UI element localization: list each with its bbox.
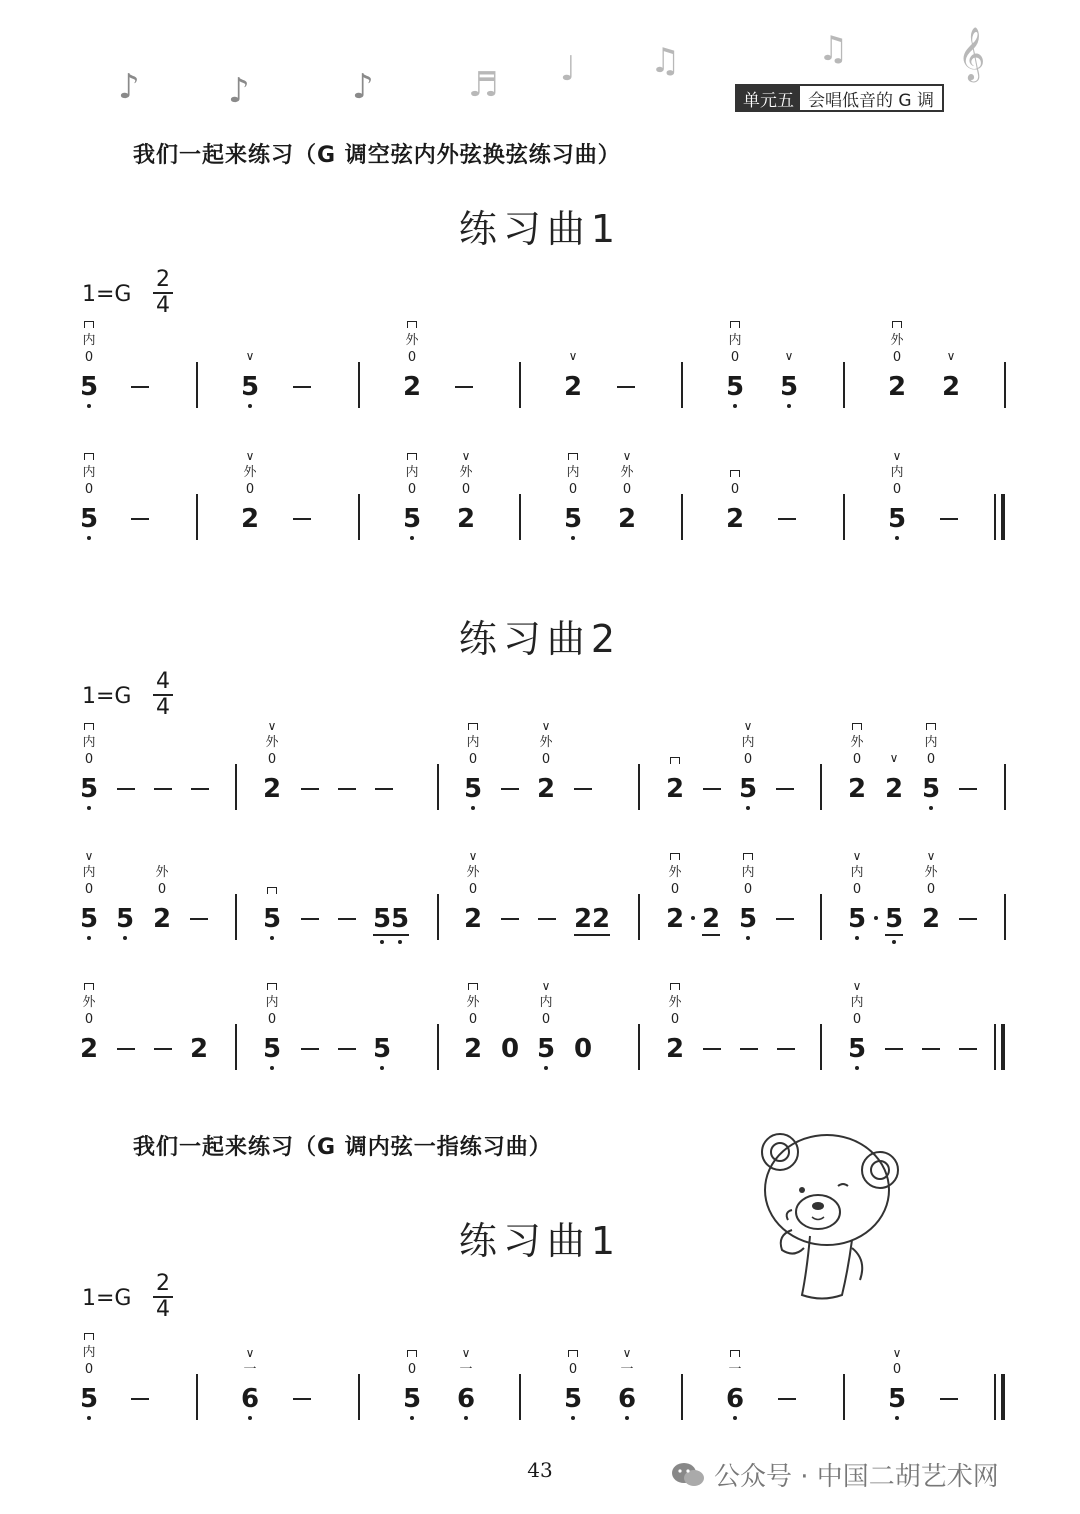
note: 6 [617, 1384, 637, 1414]
note: 0 [573, 1034, 593, 1064]
note: 5 [390, 904, 410, 934]
note: 6 [240, 1384, 260, 1414]
etude-title: 练习曲2 [458, 617, 622, 661]
note: 5 [79, 372, 99, 402]
note: 2 [262, 774, 282, 804]
string-mark: 外 [668, 865, 682, 880]
fingering-mark: 0 [267, 1012, 277, 1027]
string-mark: 内 [850, 865, 864, 880]
watermark-text: 公众号 · 中国二胡艺术网 [714, 1462, 999, 1492]
note: 5 [372, 1034, 392, 1064]
fingering-mark: 0 [157, 882, 167, 897]
note: 2 [79, 1034, 99, 1064]
eighth-note-icon: ♪ [228, 71, 250, 111]
note: 5 [921, 774, 941, 804]
sixteenth-note-icon: ♬ [468, 65, 499, 105]
string-mark: 内 [539, 995, 553, 1010]
string-mark: 外 [850, 735, 864, 750]
ts-numerator: 2 [156, 267, 170, 292]
fingering-mark: 0 [84, 1012, 94, 1027]
note: 5 [79, 904, 99, 934]
string-mark: 外 [82, 995, 96, 1010]
note: 5 [563, 1384, 583, 1414]
fingering-mark: 一 [620, 1362, 634, 1377]
page-number: 43 [527, 1458, 553, 1482]
key-signature: 1=G [82, 684, 132, 709]
fingering-mark: 0 [84, 1362, 94, 1377]
ts-numerator: 2 [156, 1271, 170, 1296]
ts-denominator: 4 [156, 1297, 170, 1322]
fingering-mark: 0 [407, 1362, 417, 1377]
wechat-icon [670, 1461, 706, 1489]
string-mark: 外 [405, 333, 419, 348]
note: 2 [665, 1034, 685, 1064]
string-mark: 内 [741, 865, 755, 880]
note: 6 [725, 1384, 745, 1414]
fingering-mark: 0 [743, 752, 753, 767]
string-mark: 内 [741, 735, 755, 750]
string-mark: 外 [924, 865, 938, 880]
fingering-mark: 0 [670, 882, 680, 897]
note: 5 [262, 904, 282, 934]
note: 2 [617, 504, 637, 534]
fingering-mark: 0 [743, 882, 753, 897]
fingering-mark: 0 [84, 882, 94, 897]
watermark [670, 1456, 999, 1493]
unit-title: 会唱低音的 G 调 [808, 90, 934, 111]
note: 2 [847, 774, 867, 804]
note: 5 [884, 904, 904, 934]
note: 5 [887, 504, 907, 534]
note: 2 [402, 372, 422, 402]
fingering-mark: 0 [84, 752, 94, 767]
fingering-mark: 0 [407, 350, 417, 365]
ts-denominator: 4 [156, 293, 170, 318]
fingering-mark: 0 [267, 752, 277, 767]
fingering-mark: 0 [468, 752, 478, 767]
note: 2 [573, 904, 593, 934]
note: 2 [463, 1034, 483, 1064]
string-mark: 内 [566, 465, 580, 480]
note: 2 [189, 1034, 209, 1064]
fingering-mark: 0 [568, 482, 578, 497]
etude-title: 练习曲1 [458, 207, 622, 251]
note: 6 [456, 1384, 476, 1414]
etude-title: 练习曲1 [458, 1219, 622, 1263]
unit-tag: 单元五 [737, 86, 800, 110]
note: 2 [887, 372, 907, 402]
beamed-notes-icon: ♫ [650, 41, 681, 81]
note: 5 [847, 1034, 867, 1064]
fingering-mark: 0 [568, 1362, 578, 1377]
key-signature: 1=G [82, 1286, 132, 1311]
note: 2 [591, 904, 611, 934]
fingering-mark: 0 [926, 752, 936, 767]
fingering-mark: 0 [670, 1012, 680, 1027]
note: 5 [738, 904, 758, 934]
section-instruction: 我们一起来练习（G 调空弦内外弦换弦练习曲） [133, 143, 621, 168]
fingering-mark: 0 [468, 882, 478, 897]
string-mark: 外 [459, 465, 473, 480]
string-mark: 内 [82, 865, 96, 880]
string-mark: 外 [243, 465, 257, 480]
beamed-notes-icon: ♫ [818, 29, 849, 69]
note: 5 [115, 904, 135, 934]
string-mark: 内 [466, 735, 480, 750]
note: 5 [240, 372, 260, 402]
note: 5 [372, 904, 392, 934]
quarter-note-icon: ♩ [560, 49, 577, 89]
fingering-mark: 0 [852, 882, 862, 897]
fingering-mark: 0 [468, 1012, 478, 1027]
string-mark: 内 [265, 995, 279, 1010]
fingering-mark: 一 [728, 1362, 742, 1377]
note: 5 [725, 372, 745, 402]
fingering-mark: 0 [892, 482, 902, 497]
ts-numerator: 4 [156, 669, 170, 694]
fingering-mark: 0 [245, 482, 255, 497]
note: 5 [779, 372, 799, 402]
string-mark: 外 [668, 995, 682, 1010]
time-signature [149, 670, 177, 720]
note: 5 [79, 1384, 99, 1414]
note: 2 [563, 372, 583, 402]
string-mark: 外 [539, 735, 553, 750]
key-signature: 1=G [82, 282, 132, 307]
note: 2 [884, 774, 904, 804]
fingering-mark: 0 [461, 482, 471, 497]
fingering-mark: 0 [84, 482, 94, 497]
treble-clef-icon: 𝄞 [958, 26, 986, 80]
note: 5 [563, 504, 583, 534]
string-mark: 外 [155, 865, 169, 880]
eighth-note-icon: ♪ [352, 67, 374, 107]
fingering-mark: 0 [892, 1362, 902, 1377]
string-mark: 内 [405, 465, 419, 480]
time-signature [149, 268, 177, 318]
string-mark: 内 [82, 333, 96, 348]
string-mark: 外 [620, 465, 634, 480]
string-mark: 内 [850, 995, 864, 1010]
fingering-mark: 0 [892, 350, 902, 365]
fingering-mark: 0 [622, 482, 632, 497]
note: 5 [887, 1384, 907, 1414]
fingering-mark: 0 [541, 752, 551, 767]
note: 2 [921, 904, 941, 934]
note: 2 [941, 372, 961, 402]
fingering-mark: 一 [459, 1362, 473, 1377]
time-signature [149, 1272, 177, 1322]
note: 2 [665, 904, 685, 934]
fingering-mark: 0 [84, 350, 94, 365]
note: 2 [665, 774, 685, 804]
note: 2 [240, 504, 260, 534]
string-mark: 内 [82, 1345, 96, 1360]
note: 5 [536, 1034, 556, 1064]
note: 2 [463, 904, 483, 934]
string-mark: 内 [728, 333, 742, 348]
note: 5 [463, 774, 483, 804]
unit-badge [735, 84, 944, 112]
fingering-mark: 0 [926, 882, 936, 897]
note: 2 [701, 904, 721, 934]
fingering-mark: 0 [407, 482, 417, 497]
note: 2 [456, 504, 476, 534]
eighth-note-icon: ♪ [118, 67, 140, 107]
fingering-mark: 0 [730, 350, 740, 365]
fingering-mark: 0 [852, 752, 862, 767]
ts-denominator: 4 [156, 695, 170, 720]
fingering-mark: 0 [730, 482, 740, 497]
fingering-mark: 0 [541, 1012, 551, 1027]
note: 5 [402, 504, 422, 534]
note: 5 [847, 904, 867, 934]
note: 5 [262, 1034, 282, 1064]
string-mark: 外 [890, 333, 904, 348]
string-mark: 外 [265, 735, 279, 750]
string-mark: 内 [924, 735, 938, 750]
note: 5 [738, 774, 758, 804]
note: 2 [536, 774, 556, 804]
note: 5 [79, 504, 99, 534]
fingering-mark: 0 [852, 1012, 862, 1027]
string-mark: 内 [890, 465, 904, 480]
note: 2 [725, 504, 745, 534]
note: 2 [152, 904, 172, 934]
fingering-mark: 一 [243, 1362, 257, 1377]
note: 0 [500, 1034, 520, 1064]
section-instruction: 我们一起来练习（G 调内弦一指练习曲） [133, 1135, 552, 1160]
note: 5 [79, 774, 99, 804]
string-mark: 内 [82, 465, 96, 480]
string-mark: 外 [466, 995, 480, 1010]
note: 5 [402, 1384, 422, 1414]
string-mark: 外 [466, 865, 480, 880]
string-mark: 内 [82, 735, 96, 750]
